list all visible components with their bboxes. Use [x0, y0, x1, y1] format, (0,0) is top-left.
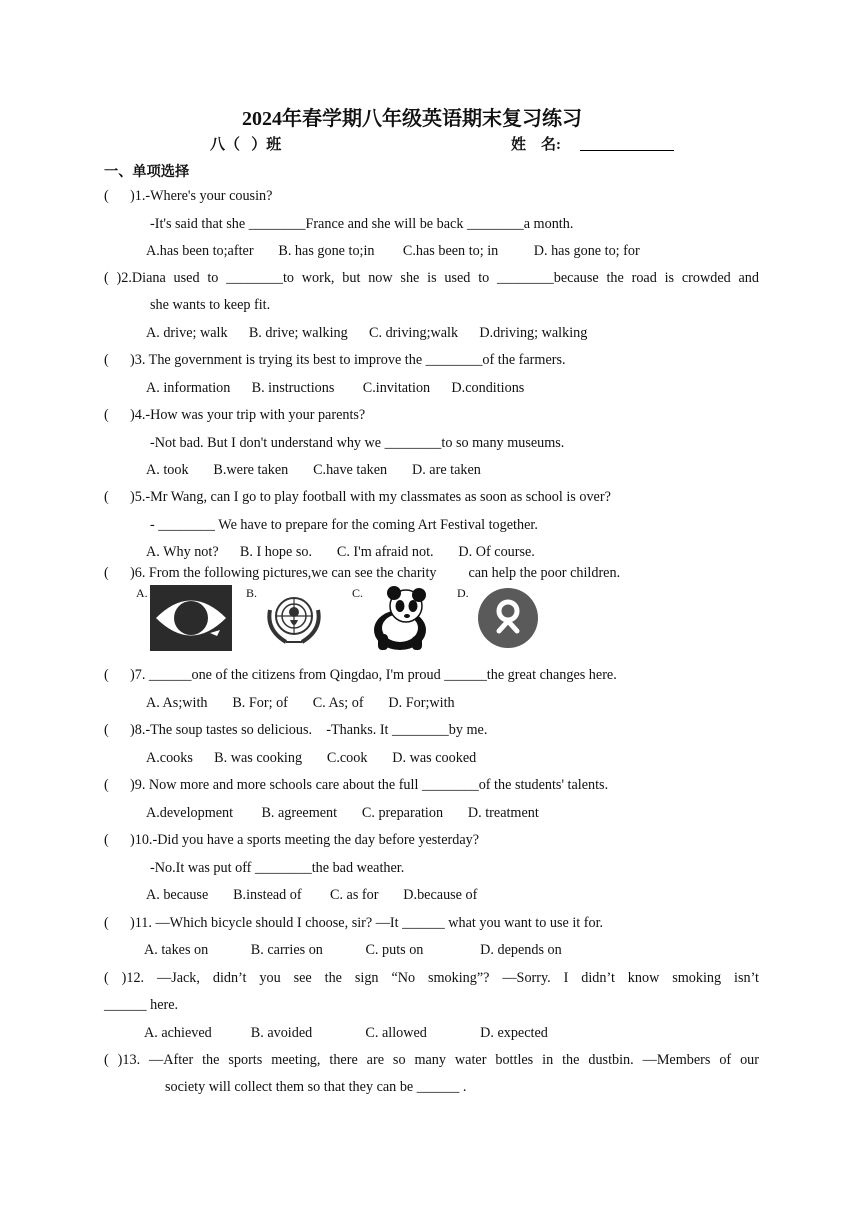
question-11-stem: ( )11. —Which bicycle should I choose, sir? —It ______ what you want to use it for.	[104, 915, 604, 931]
question-11-options: A. takes on B. carries on C. puts on D. depends on	[144, 942, 562, 958]
picture-label-a: A.	[136, 586, 148, 600]
eye-logo-icon	[150, 585, 232, 651]
page-title: 2024年春学期八年级英语期末复习练习	[242, 108, 582, 130]
question-1-line2: -It's said that she ________France and she will be back ________a month.	[150, 216, 574, 232]
question-10-stem: ( )10.-Did you have a sports meeting the day before yesterday?	[104, 832, 480, 848]
picture-label-b: B.	[246, 586, 258, 600]
name-label: 姓 名:	[511, 137, 561, 153]
question-13-line2: society will collect them so that they can be ______ .	[165, 1079, 467, 1095]
question-3-options: A. information B. instructions C.invitation D.conditions	[146, 380, 525, 396]
name-field[interactable]	[580, 150, 674, 151]
oxfam-logo-icon	[477, 587, 539, 649]
question-8-stem: ( )8.-The soup tastes so delicious. -Thanks. It ________by me.	[104, 722, 488, 738]
question-12-line2: ______ here.	[104, 997, 179, 1013]
question-13-stem: ( )13. —After the sports meeting, there are so many water bottles in the dustbin. —Members of our	[104, 1052, 759, 1068]
question-7-stem: ( )7. ______one of the citizens from Qingdao, I'm proud ______the great changes here.	[104, 667, 617, 683]
question-1-stem: ( )1.-Where's your cousin?	[104, 188, 273, 204]
question-5-line2: - ________ We have to prepare for the coming Art Festival together.	[150, 517, 538, 533]
question-1-options: A.has been to;after B. has gone to;in C.has been to; in D. has gone to; for	[146, 243, 640, 259]
question-10-line2: -No.It was put off ________the bad weather.	[150, 860, 405, 876]
question-10-options: A. because B.instead of C. as for D.because of	[146, 887, 478, 903]
question-2-options: A. drive; walk B. drive; walking C. driving;walk D.driving; walking	[146, 325, 588, 341]
section-title: 一、单项选择	[104, 164, 190, 180]
question-4-line2: -Not bad. But I don't understand why we ________to so many museums.	[150, 435, 565, 451]
question-4-stem: ( )4.-How was your trip with your parents?	[104, 407, 366, 423]
question-12-stem: ( )12. —Jack, didn’t you see the sign “No smoking”? —Sorry. I didn’t know smoking isn’t	[104, 970, 759, 986]
class-label: 八（ ）班	[210, 137, 282, 153]
picture-label-d: D.	[457, 586, 469, 600]
question-4-options: A. took B.were taken C.have taken D. are taken	[146, 462, 481, 478]
un-emblem-logo-icon	[260, 590, 328, 650]
question-9-options: A.development B. agreement C. preparation D. treatment	[146, 805, 539, 821]
panda-logo-icon	[370, 586, 436, 652]
question-3-stem: ( )3. The government is trying its best to improve the ________of the farmers.	[104, 352, 566, 368]
question-12-options: A. achieved B. avoided C. allowed D. expected	[144, 1025, 548, 1041]
question-9-stem: ( )9. Now more and more schools care about the full ________of the students' talents.	[104, 777, 609, 793]
question-6-stem: ( )6. From the following pictures,we can see the charity can help the poor children.	[104, 565, 621, 581]
question-7-options: A. As;with B. For; of C. As; of D. For;with	[146, 695, 455, 711]
question-5-options: A. Why not? B. I hope so. C. I'm afraid not. D. Of course.	[146, 544, 535, 560]
picture-label-c: C.	[352, 586, 364, 600]
question-5-stem: ( )5.-Mr Wang, can I go to play football with my classmates as soon as school is over?	[104, 489, 611, 505]
question-2-stem: ( )2.Diana used to ________to work, but now she is used to ________because the road is crowded and	[104, 270, 759, 286]
question-8-options: A.cooks B. was cooking C.cook D. was cooked	[146, 750, 477, 766]
question-2-line2: she wants to keep fit.	[150, 297, 271, 313]
